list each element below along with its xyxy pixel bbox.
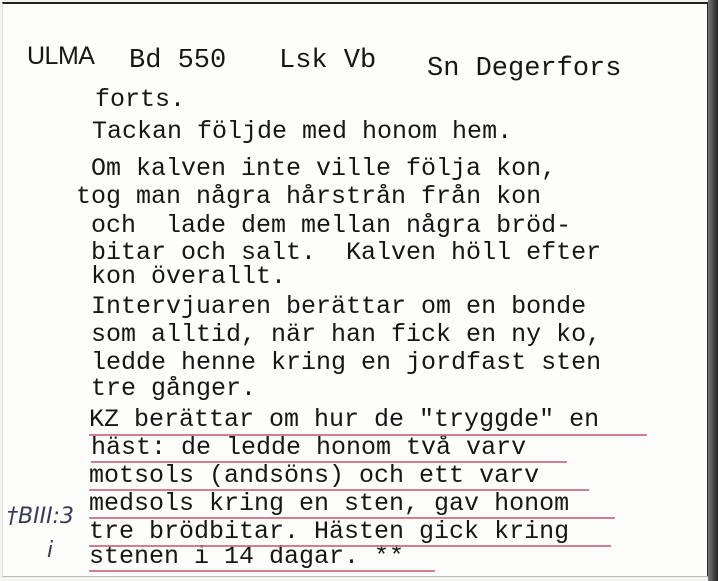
card-edge-shadow — [708, 0, 718, 581]
underline-mark — [89, 434, 647, 436]
text-line: tre gånger. — [91, 374, 257, 403]
text-line: Tackan följde med honom hem. — [92, 117, 513, 146]
text-line: medsols kring en sten, gav honom — [89, 489, 570, 518]
volume-number: Bd 550 — [129, 46, 227, 76]
underline-mark — [89, 570, 435, 572]
text-line: och lade dem mellan några bröd- — [91, 211, 572, 240]
margin-annotation: †BIII:3 — [7, 504, 74, 529]
province-code: Lsk Vb — [279, 46, 377, 76]
text-line: kon överallt. — [91, 262, 287, 291]
text-line: tog man några hårstrån från kon — [76, 182, 542, 211]
text-line: ledde henne kring en jordfast sten — [91, 348, 602, 377]
text-line: bitar och salt. Kalven höll efter — [91, 238, 602, 267]
text-line: motsols (andsöns) och ett varv — [89, 461, 540, 490]
underline-mark — [89, 545, 611, 547]
archive-name: ULMA — [27, 42, 95, 70]
underline-mark — [89, 489, 589, 491]
underline-mark — [89, 517, 615, 519]
text-line: forts. — [95, 85, 186, 114]
text-line: tre brödbitar. Hästen gick kring — [89, 517, 570, 546]
underline-mark — [91, 461, 567, 463]
archive-card — [2, 2, 710, 577]
text-line: stenen i 14 dagar. ** — [89, 542, 405, 571]
text-line: häst: de ledde honom två varv — [91, 433, 527, 462]
text-line: som alltid, när han fick en ny ko, — [91, 320, 602, 349]
text-line: KZ berättar om hur de "tryggde" en — [89, 405, 600, 434]
text-line: Intervjuaren berättar om en bonde — [91, 292, 587, 321]
margin-annotation-mark: i — [47, 538, 54, 563]
parish-name: Sn Degerfors — [427, 54, 622, 84]
text-line: Om kalven inte ville följa kon, — [91, 154, 557, 183]
